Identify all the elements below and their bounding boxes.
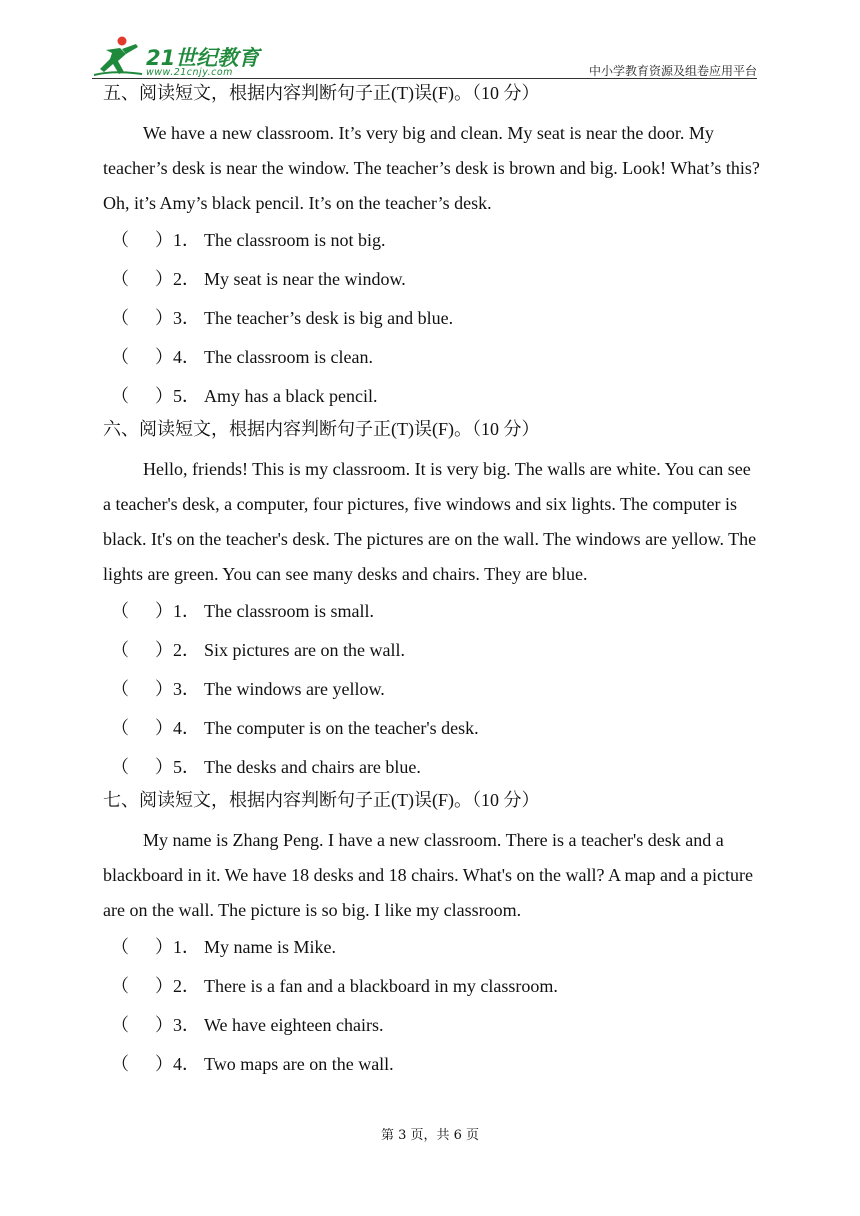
answer-paren-open: （ <box>111 230 129 250</box>
platform-caption: 中小学教育资源及组卷应用平台 <box>588 64 757 78</box>
question-item <box>103 592 760 631</box>
reading-passage: Hello, friends! This is my classroom. It is very big. The walls are white. You can see a teacher's desk, a computer, four pictures, five windows and six lights. The computer is black. It's on the teacher's desk. The pictures are on the wall. The windows are yellow. The lights are green. You can see many desks and chairs. They are blue. <box>103 459 757 584</box>
section <box>103 416 760 787</box>
answer-paren-close: ） <box>155 1015 173 1035</box>
question-item <box>103 1045 760 1084</box>
question-text: We have eighteen chairs. <box>204 1015 384 1035</box>
answer-paren-close: ） <box>155 1054 173 1074</box>
site-logo <box>92 34 262 78</box>
question-item <box>103 928 760 967</box>
question-item <box>103 748 760 787</box>
section <box>103 787 760 1084</box>
question-text: The classroom is clean. <box>204 347 373 367</box>
question-number: 2． <box>173 269 200 289</box>
question-number: 3． <box>173 308 200 328</box>
question-number: 3． <box>173 679 200 699</box>
question-text: My seat is near the window. <box>204 269 406 289</box>
answer-paren-open: （ <box>111 601 129 621</box>
question-text: There is a fan and a blackboard in my classroom. <box>204 976 558 996</box>
answer-paren-open: （ <box>111 386 129 406</box>
answer-paren-open: （ <box>111 679 129 699</box>
question-item <box>103 260 760 299</box>
answer-paren-close: ） <box>155 230 173 250</box>
answer-paren-close: ） <box>155 976 173 996</box>
answer-paren-open: （ <box>111 347 129 367</box>
answer-paren-close: ） <box>155 269 173 289</box>
answer-paren-open: （ <box>111 1054 129 1074</box>
answer-paren-close: ） <box>155 308 173 328</box>
question-item <box>103 670 760 709</box>
section-title: 七、阅读短文，根据内容判断句子正(T)误(F)。（10 分） <box>103 790 540 810</box>
section <box>103 80 760 416</box>
question-number: 4． <box>173 718 200 738</box>
question-text: My name is Mike. <box>204 937 336 957</box>
question-number: 5． <box>173 386 200 406</box>
question-text: The classroom is small. <box>204 601 374 621</box>
question-number: 1． <box>173 937 200 957</box>
section-title: 六、阅读短文，根据内容判断句子正(T)误(F)。（10 分） <box>103 419 540 439</box>
answer-paren-close: ） <box>155 386 173 406</box>
question-item <box>103 338 760 377</box>
answer-paren-close: ） <box>155 679 173 699</box>
reading-passage: We have a new classroom. It’s very big and clean. My seat is near the door. My teacher’s desk is near the window. The teacher’s desk is brown and big. Look! What’s this? Oh, it’s Amy’s black pencil. It’s on the teacher’s desk. <box>103 123 760 213</box>
question-number: 3． <box>173 1015 200 1035</box>
logo-text: 21世纪教育 <box>146 46 260 70</box>
question-item <box>103 221 760 260</box>
answer-paren-open: （ <box>111 269 129 289</box>
question-text: The desks and chairs are blue. <box>204 757 421 777</box>
answer-paren-open: （ <box>111 757 129 777</box>
question-number: 5． <box>173 757 200 777</box>
answer-paren-open: （ <box>111 718 129 738</box>
question-number: 4． <box>173 1054 200 1074</box>
question-item <box>103 967 760 1006</box>
question-number: 2． <box>173 976 200 996</box>
reading-passage: My name is Zhang Peng. I have a new classroom. There is a teacher's desk and a blackboard in it. We have 18 desks and 18 chairs. What's on the wall? A map and a picture are on the wall. The picture is so big. I like my classroom. <box>103 830 753 920</box>
logo-url: www.21cnjy.com <box>146 67 233 78</box>
question-text: Amy has a black pencil. <box>204 386 378 406</box>
question-number: 4． <box>173 347 200 367</box>
header-divider <box>92 78 757 79</box>
question-item <box>103 1006 760 1045</box>
question-item <box>103 631 760 670</box>
runner-logo-icon <box>92 34 144 78</box>
page-content <box>103 80 760 1084</box>
answer-paren-close: ） <box>155 601 173 621</box>
answer-paren-open: （ <box>111 937 129 957</box>
answer-paren-close: ） <box>155 718 173 738</box>
page-header <box>92 30 757 82</box>
question-number: 1． <box>173 230 200 250</box>
question-number: 1． <box>173 601 200 621</box>
answer-paren-open: （ <box>111 640 129 660</box>
answer-paren-open: （ <box>111 976 129 996</box>
answer-paren-close: ） <box>155 757 173 777</box>
question-text: Six pictures are on the wall. <box>204 640 405 660</box>
answer-paren-open: （ <box>111 308 129 328</box>
question-text: Two maps are on the wall. <box>204 1054 394 1074</box>
question-text: The windows are yellow. <box>204 679 385 699</box>
answer-paren-close: ） <box>155 640 173 660</box>
question-text: The classroom is not big. <box>204 230 386 250</box>
question-number: 2． <box>173 640 200 660</box>
answer-paren-open: （ <box>111 1015 129 1035</box>
question-text: The teacher’s desk is big and blue. <box>204 308 454 328</box>
answer-paren-close: ） <box>155 347 173 367</box>
question-item <box>103 299 760 338</box>
question-item <box>103 709 760 748</box>
page-footer: 第 3 页，共 6 页 <box>380 1128 480 1143</box>
section-title: 五、阅读短文，根据内容判断句子正(T)误(F)。（10 分） <box>103 83 540 103</box>
question-item <box>103 377 760 416</box>
question-text: The computer is on the teacher's desk. <box>204 718 479 738</box>
answer-paren-close: ） <box>155 937 173 957</box>
